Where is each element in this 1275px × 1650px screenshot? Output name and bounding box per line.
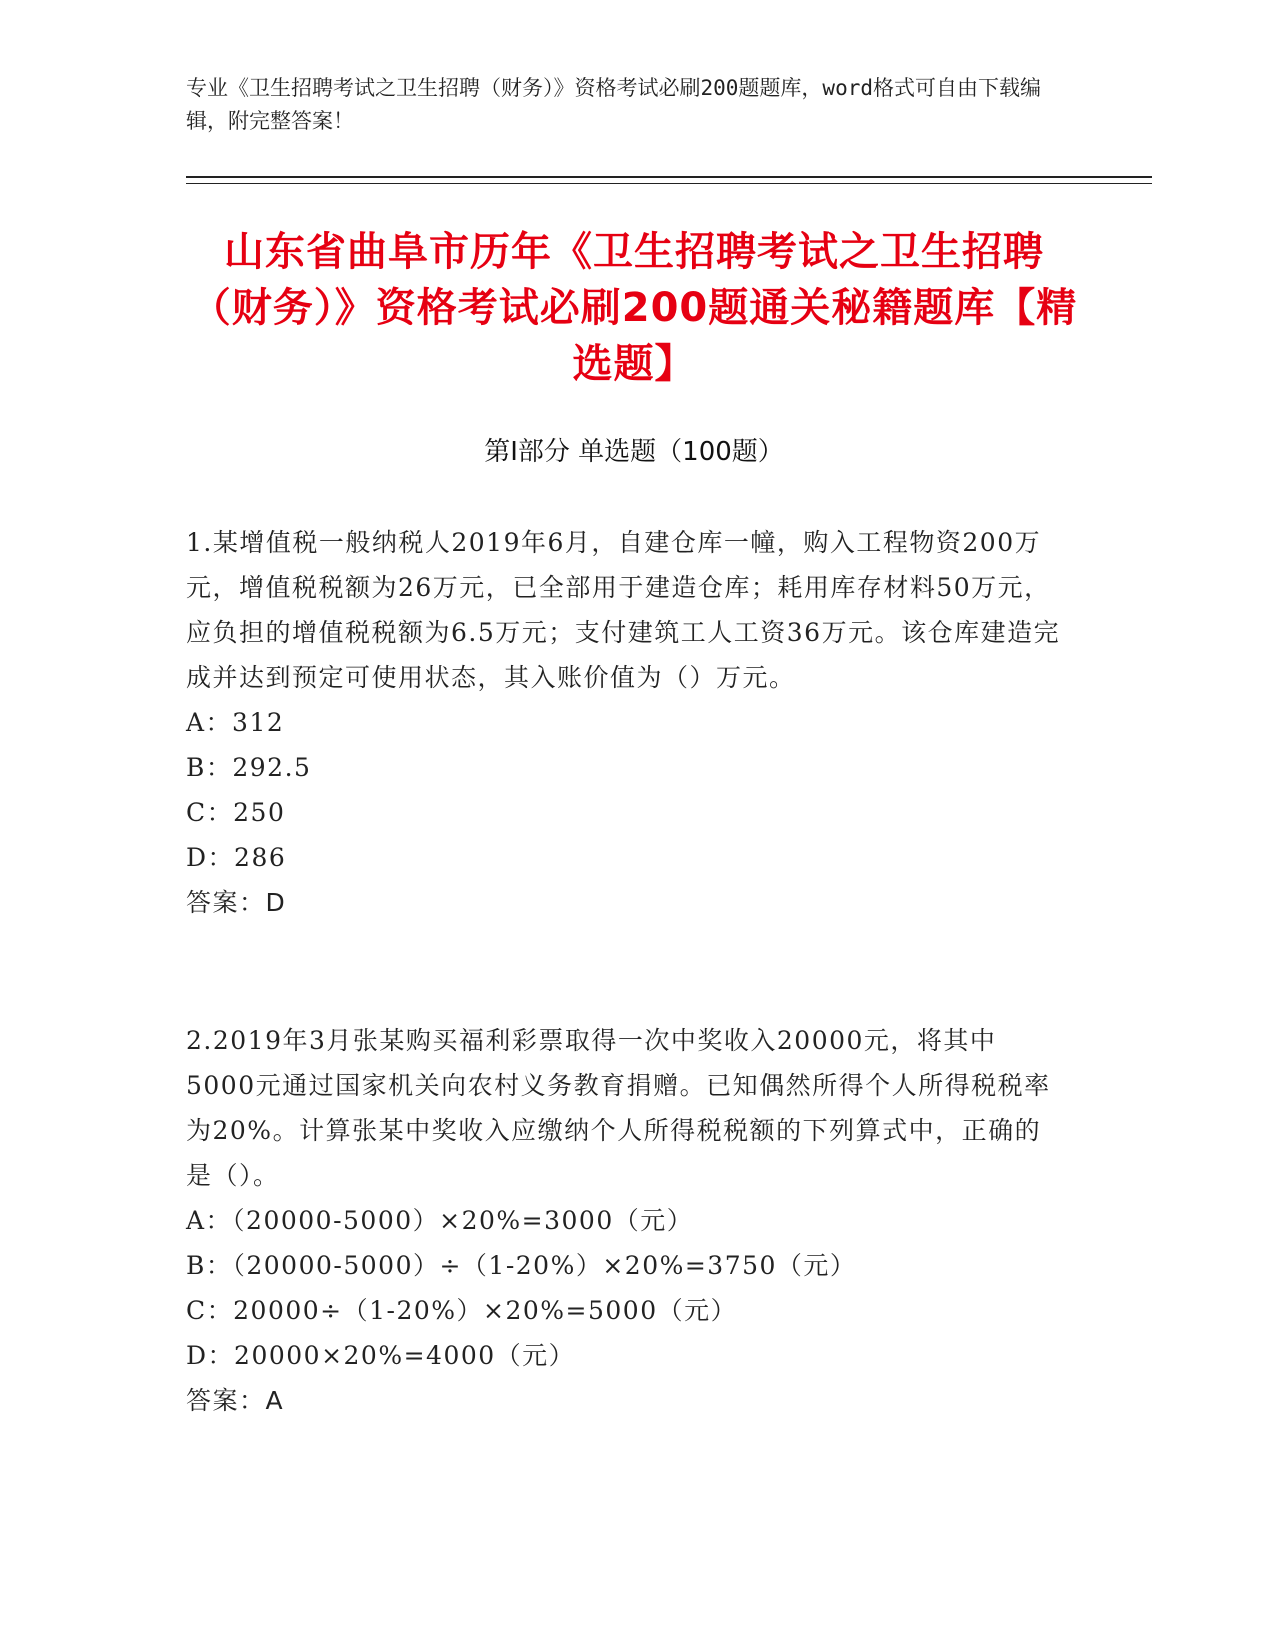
answer-label: 答案：A bbox=[186, 1386, 285, 1415]
option-b: B：（20000-5000）÷（1-20%）×20%=3750（元） bbox=[186, 1251, 857, 1280]
option-c: C：250 bbox=[186, 798, 286, 827]
answer-label: 答案：D bbox=[186, 888, 287, 917]
header-rule-thick bbox=[186, 176, 1152, 178]
header-rule-thin bbox=[186, 183, 1152, 184]
question-stem: 1.某增值税一般纳税人2019年6月，自建仓库一幢，购入工程物资200万元，增值税税额为26万元，已全部用于建造仓库；耗用库存材料50万元，应负担的增值税税额为6.5万元；支付建筑工人工资36万元。该仓库建造完成并达到预定可使用状态，其入账价值为（）万元。 bbox=[186, 528, 1061, 692]
question-stem: 2.2019年3月张某购买福利彩票取得一次中奖收入20000元，将其中5000元通过国家机关向农村义务教育捐赠。已知偶然所得个人所得税税率为20%。计算张某中奖收入应缴纳个人所得税税额的下列算式中，正确的是（）。 bbox=[186, 1026, 1051, 1190]
section-heading: 第Ⅰ部分 单选题（100题） bbox=[484, 437, 784, 467]
header-note: 专业《卫生招聘考试之卫生招聘（财务）》资格考试必刷200题题库，word格式可自由下载编辑，附完整答案！ bbox=[186, 76, 1041, 133]
option-a: A：312 bbox=[186, 708, 285, 737]
question-block bbox=[186, 520, 1066, 925]
option-d: D：286 bbox=[186, 843, 287, 872]
option-b: B：292.5 bbox=[186, 753, 312, 782]
question-block bbox=[186, 1018, 1066, 1423]
option-a: A：（20000-5000）×20%=3000（元） bbox=[186, 1206, 694, 1235]
option-c: C：20000÷（1-20%）×20%=5000（元） bbox=[186, 1296, 738, 1325]
document-title: 山东省曲阜市历年《卫生招聘考试之卫生招聘（财务）》资格考试必刷200题通关秘籍题库【精选题】 bbox=[190, 229, 1078, 387]
option-d: D：20000×20%=4000（元） bbox=[186, 1341, 576, 1370]
